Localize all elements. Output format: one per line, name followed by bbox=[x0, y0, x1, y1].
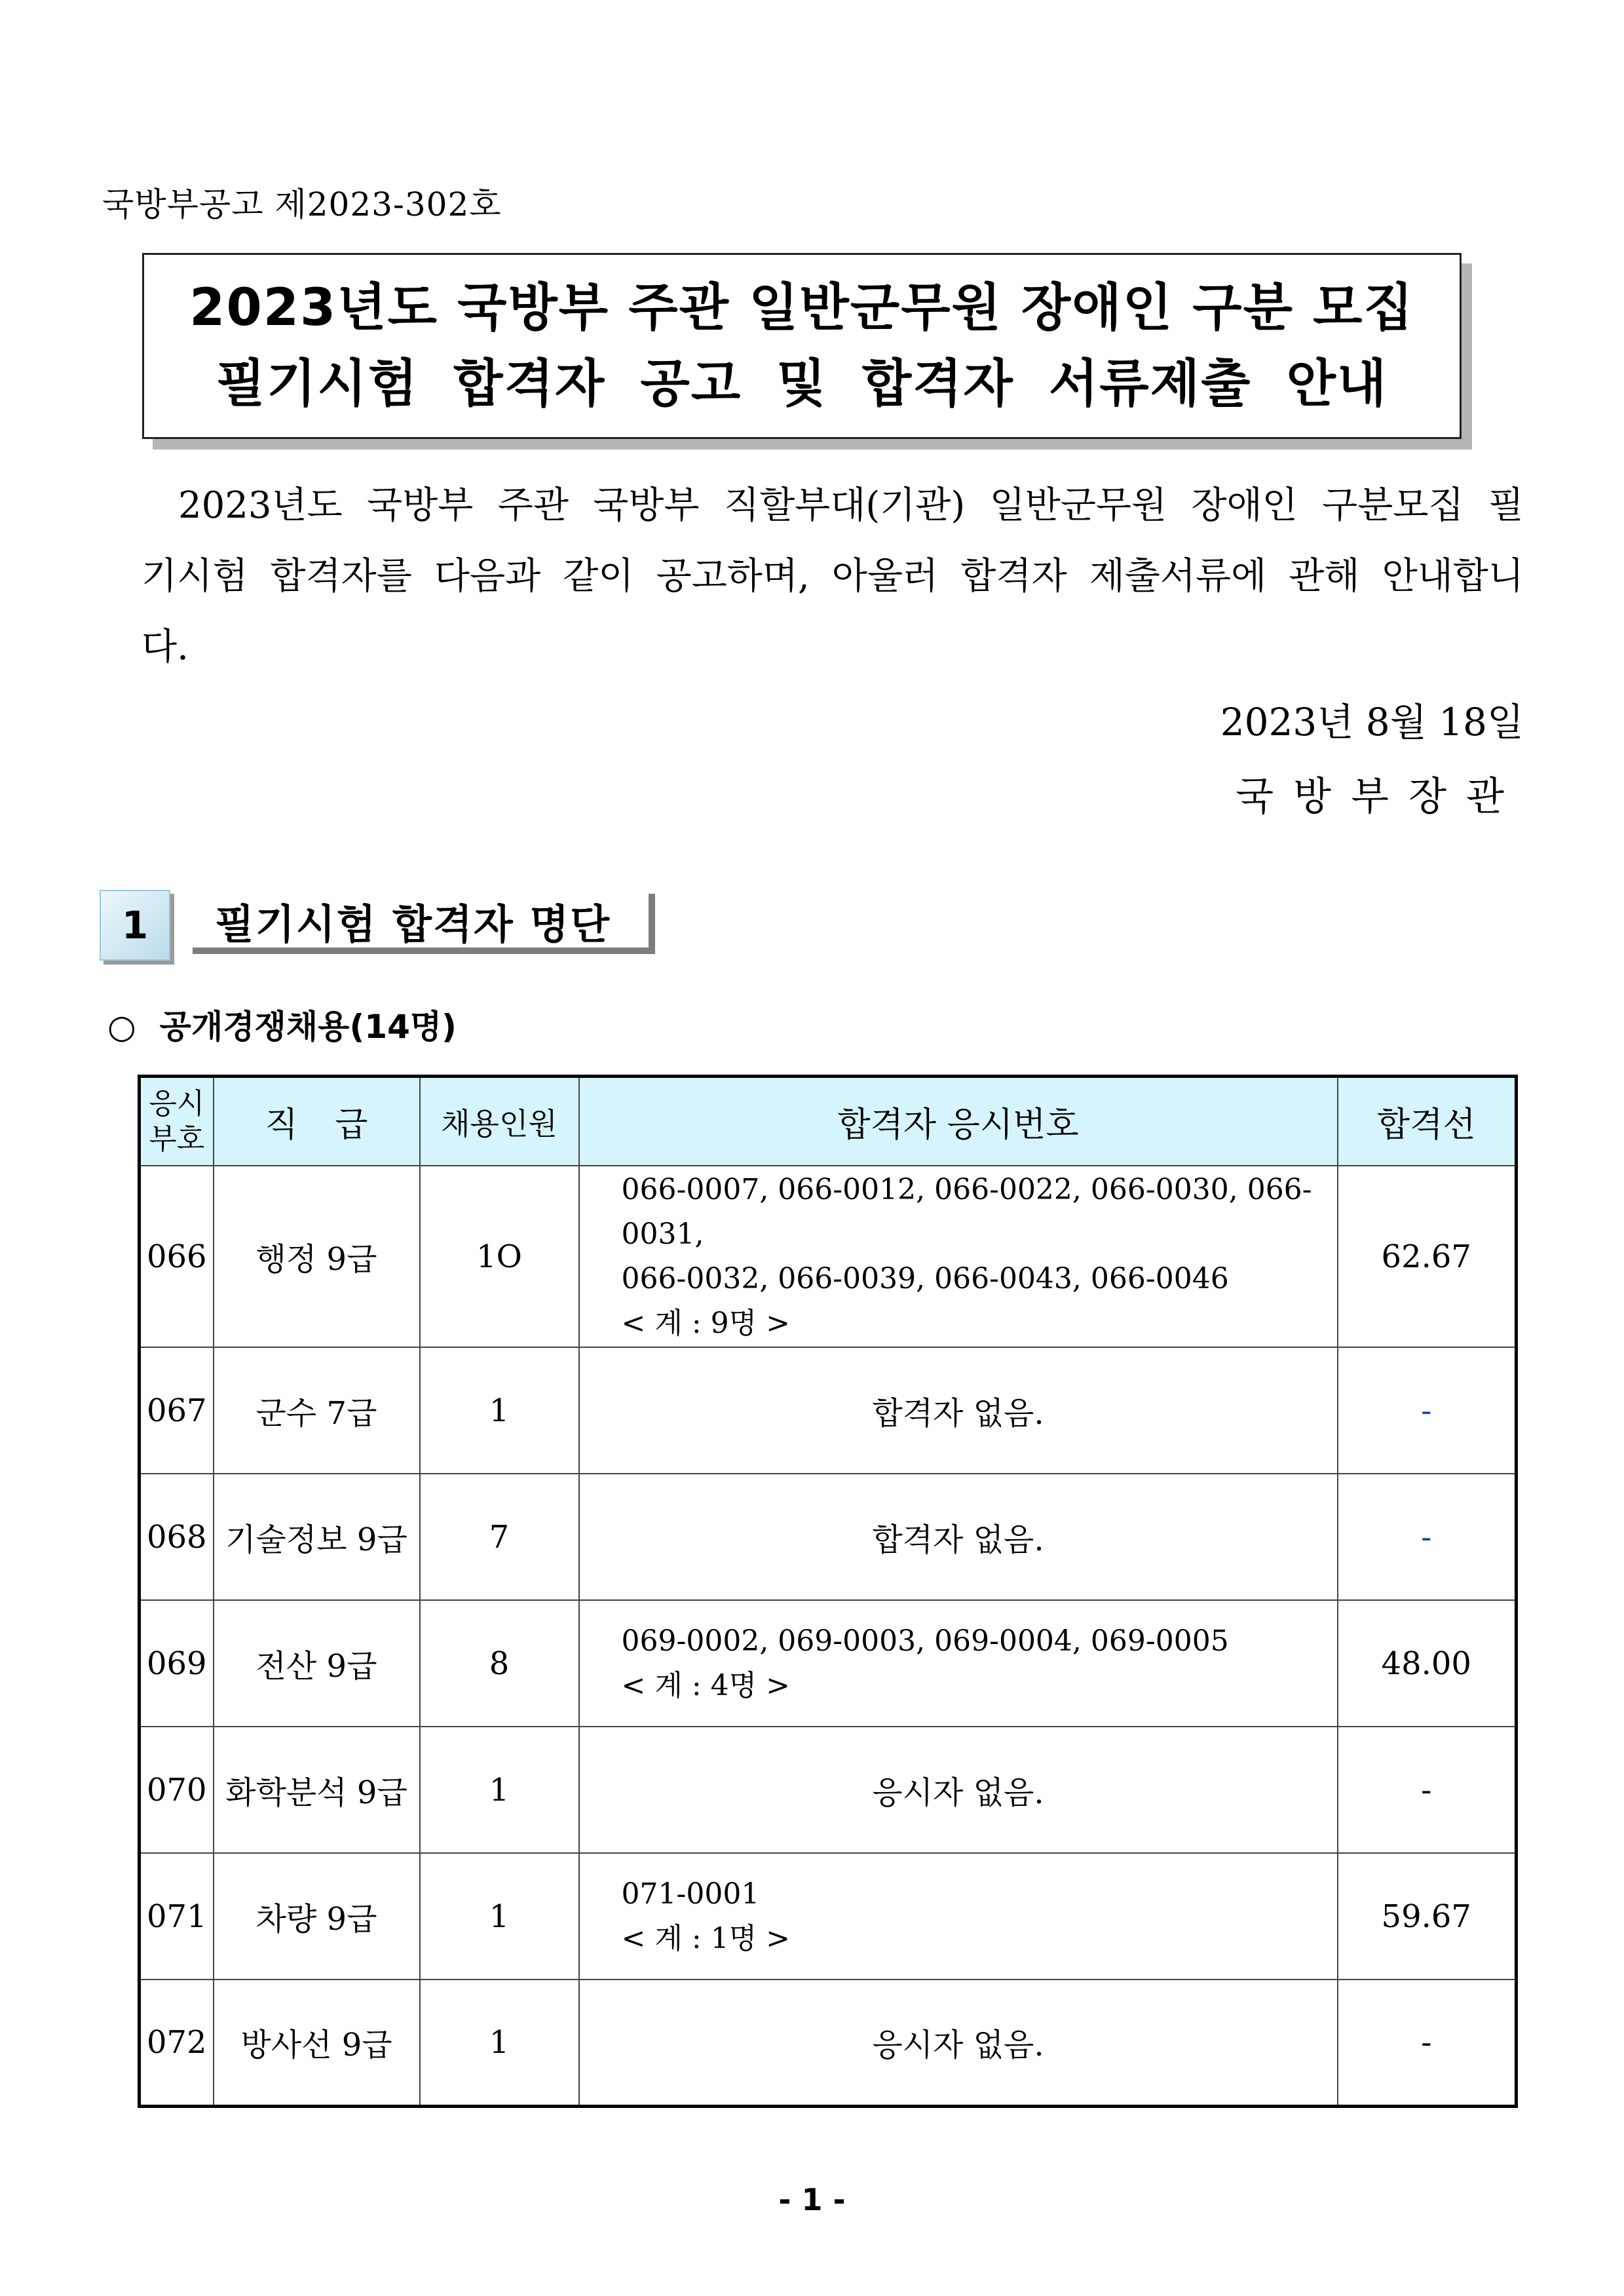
passer-line: 071-0001 bbox=[621, 1877, 760, 1911]
cell-cutoff: - bbox=[1338, 1347, 1517, 1474]
cell-code: 068 bbox=[140, 1474, 214, 1600]
cell-grade: 기술정보 9급 bbox=[214, 1474, 420, 1600]
header-cutoff: 합격선 bbox=[1338, 1077, 1517, 1166]
header-grade: 직 급 bbox=[214, 1077, 420, 1166]
passer-line: < 계 : 9명 > bbox=[621, 1306, 791, 1340]
table-row bbox=[140, 1347, 1517, 1474]
cell-cutoff: 62.67 bbox=[1338, 1166, 1517, 1347]
table-header-row bbox=[140, 1077, 1517, 1166]
cell-note: 합격자 없음. bbox=[579, 1347, 1338, 1474]
circle-bullet-icon: ○ bbox=[107, 1008, 136, 1046]
cell-note: 합격자 없음. bbox=[579, 1474, 1338, 1600]
cell-quota: 1 bbox=[420, 1347, 579, 1474]
cell-cutoff: - bbox=[1338, 1474, 1517, 1600]
subheading bbox=[107, 1001, 457, 1048]
table-row bbox=[140, 1727, 1517, 1853]
cell-quota: 1O bbox=[420, 1166, 579, 1347]
passer-line: 066-0032, 066-0039, 066-0043, 066-0046 bbox=[621, 1261, 1229, 1295]
cell-note: 응시자 없음. bbox=[579, 1727, 1338, 1853]
cell-cutoff: 59.67 bbox=[1338, 1853, 1517, 1980]
table-row bbox=[140, 1474, 1517, 1600]
header-quota: 채용인원 bbox=[420, 1077, 579, 1166]
cell-quota: 1 bbox=[420, 1980, 579, 2106]
cell-note: 응시자 없음. bbox=[579, 1980, 1338, 2106]
cell-code: 071 bbox=[140, 1853, 214, 1980]
cell-code: 070 bbox=[140, 1727, 214, 1853]
page-number: - 1 - bbox=[778, 2182, 846, 2217]
table-row bbox=[140, 1980, 1517, 2106]
title-box bbox=[142, 253, 1462, 439]
passer-line: 066-0007, 066-0012, 066-0022, 066-0030, 066-0031, bbox=[621, 1172, 1312, 1251]
issue-date: 2023년 8월 18일 bbox=[1220, 700, 1524, 744]
cell-quota: 1 bbox=[420, 1727, 579, 1853]
cell-grade: 군수 7급 bbox=[214, 1347, 420, 1474]
cell-grade: 차량 9급 bbox=[214, 1853, 420, 1980]
section-title: 필기시험 합격자 명단 bbox=[193, 894, 655, 954]
cell-quota: 8 bbox=[420, 1600, 579, 1727]
header-numbers: 합격자 응시번호 bbox=[579, 1077, 1338, 1166]
cell-cutoff: - bbox=[1338, 1727, 1517, 1853]
intro-paragraph bbox=[142, 470, 1524, 683]
cell-passers bbox=[579, 1166, 1338, 1347]
passer-line: < 계 : 1명 > bbox=[621, 1921, 791, 1955]
cell-quota: 1 bbox=[420, 1853, 579, 1980]
header-code: 응시 부호 bbox=[140, 1077, 214, 1166]
table-row bbox=[140, 1853, 1517, 1980]
cell-code: 066 bbox=[140, 1166, 214, 1347]
cell-cutoff: 48.00 bbox=[1338, 1600, 1517, 1727]
cell-passers bbox=[579, 1853, 1338, 1980]
passer-line: 069-0002, 069-0003, 069-0004, 069-0005 bbox=[621, 1624, 1229, 1658]
cell-grade: 전산 9급 bbox=[214, 1600, 420, 1727]
passer-line: < 계 : 4명 > bbox=[621, 1668, 791, 1702]
cell-grade: 화학분석 9급 bbox=[214, 1727, 420, 1853]
cell-grade: 방사선 9급 bbox=[214, 1980, 420, 2106]
cell-quota: 7 bbox=[420, 1474, 579, 1600]
cell-cutoff: - bbox=[1338, 1980, 1517, 2106]
cell-passers bbox=[579, 1600, 1338, 1727]
notice-number: 국방부공고 제2023-302호 bbox=[102, 185, 502, 223]
subheading-text: 공개경쟁채용(14명) bbox=[159, 1008, 457, 1046]
cell-code: 072 bbox=[140, 1980, 214, 2106]
cell-grade: 행정 9급 bbox=[214, 1166, 420, 1347]
cell-code: 069 bbox=[140, 1600, 214, 1727]
title-line-1: 2023년도 국방부 주관 일반군무원 장애인 구분 모집 bbox=[189, 278, 1414, 337]
table-row bbox=[140, 1166, 1517, 1347]
results-table bbox=[138, 1075, 1518, 2108]
issuer-name: 국방부장관 bbox=[1236, 774, 1524, 820]
intro-text: 2023년도 국방부 주관 국방부 직할부대(기관) 일반군무원 장애인 구분모집 필기시험 합격자를 다음과 같이 공고하며, 아울러 합격자 제출서류에 관해 안내합니다. bbox=[142, 484, 1524, 668]
section-number-badge: 1 bbox=[100, 890, 170, 961]
cell-code: 067 bbox=[140, 1347, 214, 1474]
title-line-2: 필기시험 합격자 공고 및 합격자 서류제출 안내 bbox=[216, 354, 1388, 413]
table-row bbox=[140, 1600, 1517, 1727]
